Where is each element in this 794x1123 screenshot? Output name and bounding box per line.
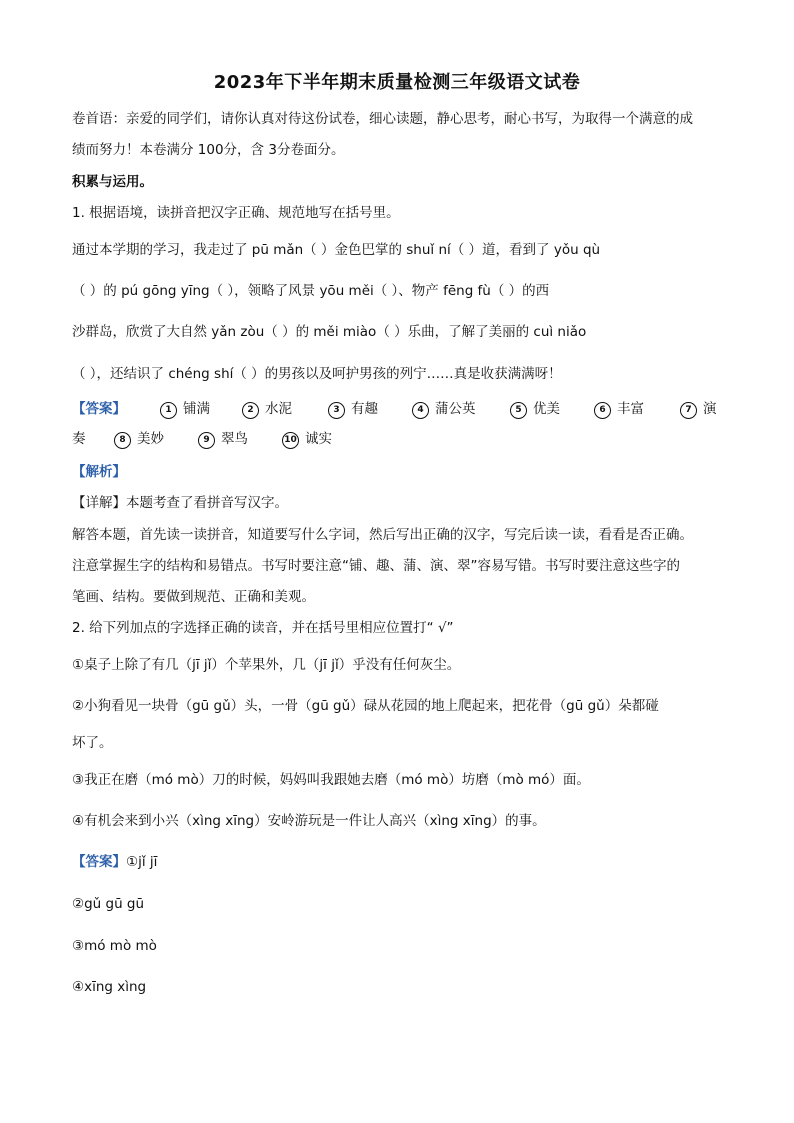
q1-text-line-3: 沙群岛，欣赏了大自然 yǎn zòu（ ）的 měi miào（ ）乐曲，了解了美丽的 cuì niǎo [72, 324, 587, 340]
number-5-badge: 5 [510, 402, 527, 419]
q1-detail [72, 493, 288, 513]
q1-answer-item-6 [594, 399, 644, 419]
q2-item-1: ①桌子上除了有几（jī jǐ）个苹果外，几（jī jǐ）乎没有任何灰尘。 [72, 657, 461, 673]
section-heading: 积累与运用。 [72, 174, 153, 190]
q2-answer-label: 【答案】 [72, 854, 126, 870]
page-title: 2023年下半年期末质量检测三年级语文试卷 [213, 72, 581, 93]
answer-text: 铺满 [183, 401, 210, 417]
q1-analysis-label: 【解析】 [72, 464, 126, 480]
number-2-badge: 2 [242, 402, 259, 419]
q2-item-4: ④有机会来到小兴（xìng xīng）安岭游玩是一件让人高兴（xìng xīng）的事。 [72, 813, 546, 829]
answer-text: 演 [703, 401, 717, 417]
number-4-badge: 4 [412, 402, 429, 419]
answer-text: 诚实 [305, 431, 332, 447]
q1-answer-item-1 [160, 399, 210, 419]
q1-prompt: 1. 根据语境，读拼音把汉字正确、规范地写在括号里。 [72, 205, 400, 221]
answer-text: 有趣 [351, 401, 378, 417]
q2-item-2: ②小狗看见一块骨（gū gǔ）头，一骨（gū gǔ）碌从花园的地上爬起来，把花骨（gū gǔ）朵都碰 [72, 698, 659, 714]
q1-answer-row-2 [72, 429, 372, 449]
q1-explanation-line-1: 解答本题，首先读一读拼音，知道要写什么字词，然后写出正确的汉字，写完后读一读，看看是否正确。 [72, 527, 693, 543]
answer-text: 蒲公英 [435, 401, 476, 417]
q1-answer-item-7 [680, 399, 717, 419]
q1-answer-row [72, 399, 722, 419]
q2-item-2-wrap: 坏了。 [72, 735, 113, 751]
q2-answer-4: ④xīng xìng [72, 979, 147, 995]
number-9-badge: 9 [198, 432, 215, 449]
q1-answer-label: 【答案】 [72, 401, 126, 417]
answer-text: 美妙 [137, 431, 164, 447]
answer-text: 优美 [533, 401, 560, 417]
q2-answer-1: ①jǐ jī [126, 854, 158, 870]
answer-text: 翠鸟 [221, 431, 248, 447]
q1-answer-item-5 [510, 399, 560, 419]
q1-text-line-2: （ ）的 pú gōng yīng（ ），领略了风景 yōu měi（ ）、物产 fēng fù（ ）的西 [72, 283, 550, 299]
q2-answer [72, 852, 157, 872]
answer-text: 丰富 [617, 401, 644, 417]
q1-answer-item-4 [412, 399, 476, 419]
q1-answer-item-2 [242, 399, 292, 419]
q1-explanation-line-2: 注意掌握生字的结构和易错点。书写时要注意“铺、趣、蒲、演、翠”容易写错。书写时要注意这些字的 [72, 558, 680, 574]
q1-explanation-line-3: 笔画、结构。要做到规范、正确和美观。 [72, 589, 315, 605]
number-1-badge: 1 [160, 402, 177, 419]
intro-line-1: 卷首语：亲爱的同学们，请你认真对待这份试卷，细心读题，静心思考，耐心书写，为取得一个满意的成 [72, 111, 693, 127]
number-6-badge: 6 [594, 402, 611, 419]
number-8-badge: 8 [114, 432, 131, 449]
q1-detail-text: 本题考查了看拼音写汉字。 [126, 495, 288, 511]
q1-answer-wrap: 奏 [72, 431, 86, 447]
q1-text-line-4: （ ），还结识了 chéng shí（ ）的男孩以及呵护男孩的列宁……真是收获满满呀！ [72, 366, 562, 382]
q1-answer-item-9 [198, 429, 248, 449]
number-10-badge: 10 [282, 432, 299, 449]
q1-answer-item-8 [114, 429, 164, 449]
q1-answer-item-10 [282, 429, 332, 449]
q2-answer-3: ③mó mò mò [72, 938, 157, 954]
intro-line-2: 绩而努力！本卷满分 100分，含 3分卷面分。 [72, 142, 345, 158]
q1-detail-label: 【详解】 [72, 495, 126, 511]
q1-text-line-1: 通过本学期的学习，我走过了 pū mǎn（ ）金色巴掌的 shuǐ ní（ ）道，看到了 yǒu qù [72, 242, 601, 258]
q2-prompt: 2. 给下列加点的字选择正确的读音，并在括号里相应位置打“ √” [72, 620, 454, 636]
q1-answer-item-3 [328, 399, 378, 419]
answer-text: 水泥 [265, 401, 292, 417]
q2-answer-2: ②gǔ gū gū [72, 896, 145, 912]
number-3-badge: 3 [328, 402, 345, 419]
number-7-badge: 7 [680, 402, 697, 419]
q2-item-3: ③我正在磨（mó mò）刀的时候，妈妈叫我跟她去磨（mó mò）坊磨（mò mó）面。 [72, 772, 590, 788]
